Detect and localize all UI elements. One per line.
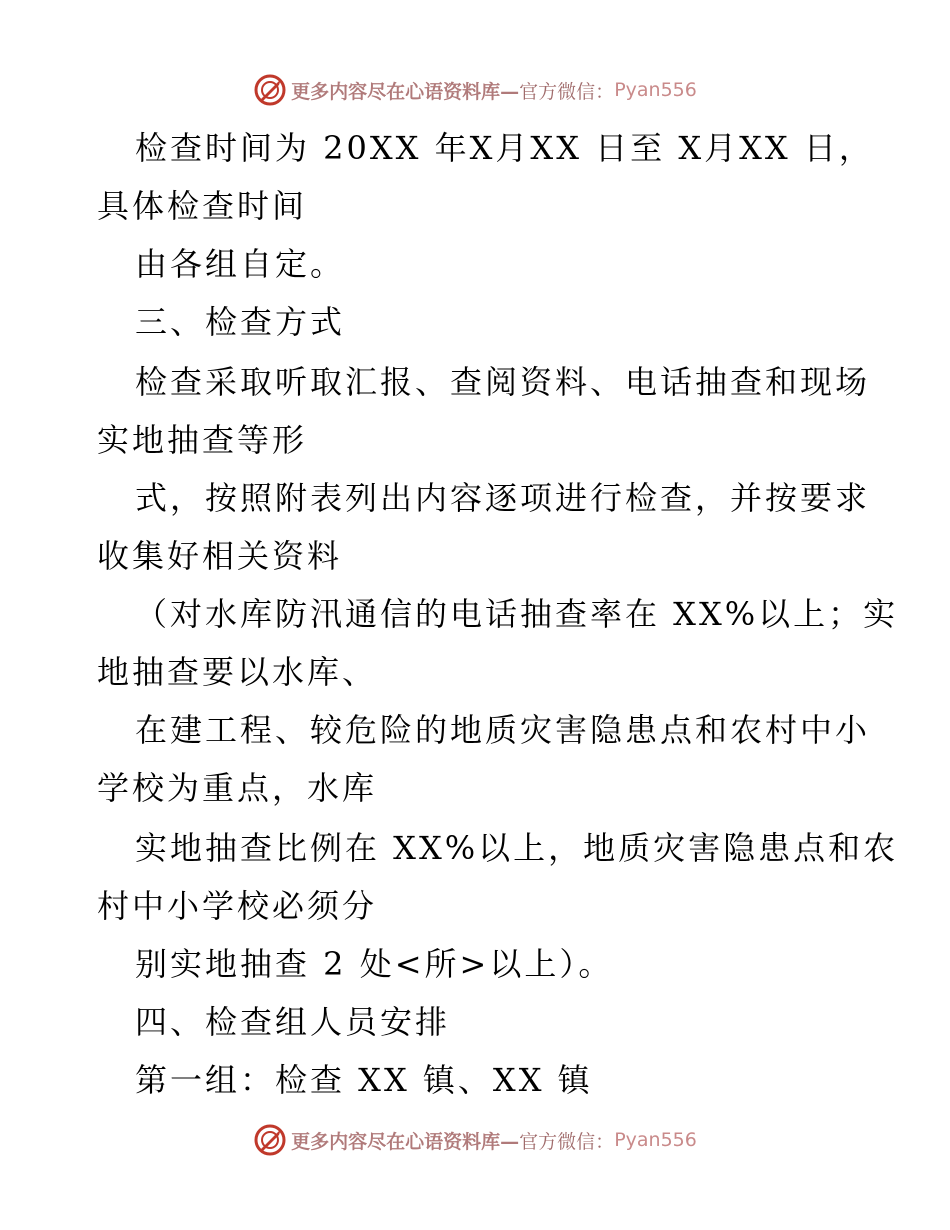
body-line: 实地抽查比例在 XX%以上，地质灾害隐患点和农	[135, 829, 899, 867]
body-line: 收集好相关资料	[97, 537, 343, 575]
banner-wechat-label: 官方微信：	[519, 80, 615, 103]
brand-logo-icon	[253, 73, 287, 107]
footer-watermark-banner	[0, 1120, 950, 1160]
brand-logo-icon	[253, 1123, 287, 1157]
banner-text: 更多内容尽在心语资料库—	[291, 80, 520, 103]
section-heading: 四、检查组人员安排	[135, 1003, 451, 1041]
body-line: 学校为重点，水库	[97, 769, 378, 807]
body-line: 实地抽查等形	[97, 421, 308, 459]
body-line: 检查时间为 20XX 年X月XX 日至 X月XX 日，	[135, 129, 874, 167]
banner-wechat-label: 官方微信：	[519, 1130, 615, 1153]
banner-wechat-id: Pyan556	[614, 79, 697, 101]
body-line: 具体检查时间	[97, 187, 308, 225]
body-line: 地抽查要以水库、	[97, 653, 378, 691]
body-line: （对水库防汛通信的电话抽查率在 XX%以上；实	[135, 595, 899, 633]
banner-wechat-id: Pyan556	[614, 1129, 697, 1151]
body-line: 别实地抽查 2 处<所>以上）。	[135, 945, 614, 983]
body-line: 由各组自定。	[135, 245, 346, 283]
header-watermark-banner	[0, 70, 950, 110]
banner-text: 更多内容尽在心语资料库—	[291, 1130, 520, 1153]
body-line: 检查采取听取汇报、查阅资料、电话抽查和现场	[135, 363, 871, 401]
section-heading: 三、检查方式	[135, 303, 346, 341]
body-line: 第一组：检查 XX 镇、XX 镇	[135, 1061, 593, 1099]
body-line: 在建工程、较危险的地质灾害隐患点和农村中小	[135, 711, 871, 749]
body-line: 村中小学校必须分	[97, 887, 378, 925]
body-line: 式，按照附表列出内容逐项进行检查，并按要求	[135, 479, 871, 517]
